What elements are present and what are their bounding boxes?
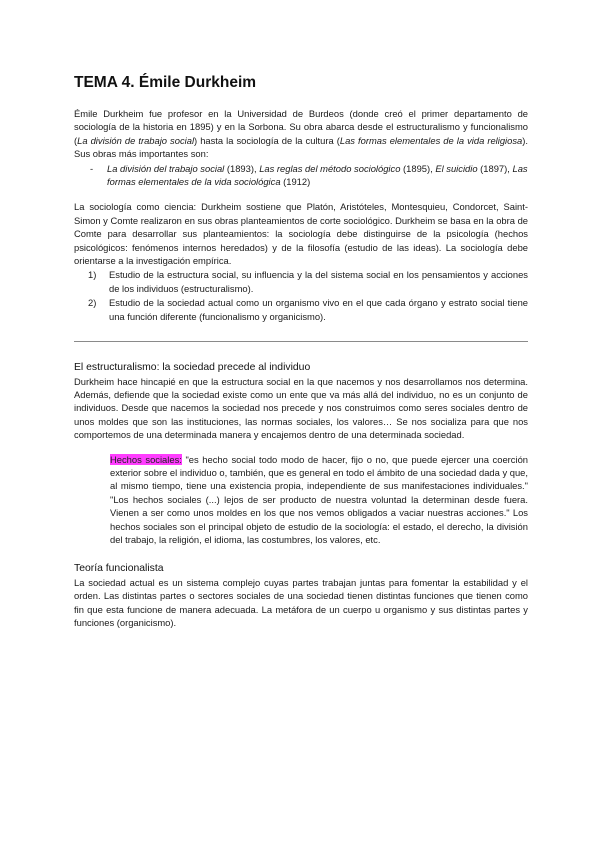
section-divider [74, 341, 528, 342]
works-list-item [107, 162, 528, 189]
intro-paragraph [74, 107, 528, 161]
works-list [74, 162, 528, 189]
list-item-text: Estudio de la sociedad actual como un organismo vivo en el que cada órgano y estrato social tiene una función diferente (funcionalismo y organicismo). [109, 297, 528, 322]
intro-work-b: Las formas elementales de la vida religiosa [339, 134, 523, 146]
list-number: 2) [88, 297, 97, 309]
quote-text: "es hecho social todo modo de hacer, fijo o no, que puede ejercer una coerción exterior sobre el individuo o, también, que es general en todo el ámbito de una sociedad dada y que, al mismo tiempo, tiene una existencia propia, independiente de sus manifestaciones individuales." "Los hechos sociales (...) lejos de ser producto de nuestra voluntad la determinan desde fuera. Vienen a ser como unos moldes en los que nos vemos obligados a vaciar nuestras acciones." Los hechos sociales son el principal objeto de estudio de la sociología: el estado, el derecho, la división del trabajo, la religión, el idioma, las costumbres, los valores, etc. [110, 453, 528, 545]
structuralism-heading: El estructuralismo: la sociedad precede al individuo [74, 362, 311, 374]
work-year-3: (1897), [477, 162, 513, 174]
list-item [88, 268, 528, 295]
intro-work-a: La división de trabajo social [77, 134, 195, 146]
structuralism-section [74, 361, 528, 546]
list-number: 1) [88, 269, 97, 281]
structuralism-paragraph: Durkheim hace hincapié en que la estructura social en la que nacemos y nos desarrollamos nos determina. Además, defiende que la sociedad existe como un ente que va más allá del individuo, no es un conjunto de individuos. Desde que nacemos la sociedad nos precede y nos construimos como seres sociales dentro de unos moldes que son las instituciones, las normas sociales, los valores… Se nos socializa para que nos comportemos de una determinada manera y encajemos dentro de una determinada sociedad. [74, 375, 528, 441]
intro-text-3: ). Sus obras más importantes son: [74, 134, 528, 160]
functionalism-paragraph: La sociedad actual es un sistema complejo cuyas partes trabajan juntas para fomentar la estabilidad y el orden. Las distintas partes o sectores sociales de una sociedad tienen distintas funciones que tienen como fin que esta funcione de manera adecuada. La metáfora de un cuerpo u organismo y sus distintas partes y funciones (organicismo). [74, 576, 528, 628]
intro-text-2: ) hasta la sociología de la cultura ( [194, 134, 340, 146]
work-year-4: (1912) [280, 176, 311, 188]
work-title-2: Las reglas del método sociológico [259, 162, 401, 174]
work-title-1: La división del trabajo social [107, 162, 225, 174]
highlighted-term: Hechos sociales: [110, 453, 182, 465]
functionalism-section [74, 562, 528, 629]
work-year-2: (1895), [400, 162, 436, 174]
list-item [88, 296, 528, 323]
functionalism-heading: Teoría funcionalista [74, 563, 164, 575]
social-facts-quote [110, 453, 528, 547]
work-title-4: Las formas elementales de la vida sociológica [107, 162, 528, 188]
science-section [74, 200, 528, 323]
quote-paragraph [110, 453, 528, 547]
work-year-1: (1893), [224, 162, 260, 174]
science-paragraph: La sociología como ciencia: Durkheim sostiene que Platón, Aristóteles, Montesquieu, Condorcet, Saint-Simon y Comte realizaron en sus obras planteamientos de corte sociológico. Durkheim se basa en la obra de Comte para desarrollar sus planteamientos: la sociología debe distinguirse de la psicología (hechos psicológicos: fenómenos internos heredados) y de la filosofía (estudio de las ideas). La sociología debe orientarse a la investigación empírica. [74, 201, 528, 267]
intro-text-1: Émile Durkheim fue profesor en la Universidad de Burdeos (donde creó el primer departamento de sociología de la historia en 1895) y en la Sorbona. Su obra abarca desde el estructuralismo y funcionalismo ( [74, 108, 528, 146]
page-title: TEMA 4. Émile Durkheim [74, 74, 257, 91]
list-item-text: Estudio de la estructura social, su influencia y la del sistema social en los pensamientos y acciones de los individuos (estructuralismo). [109, 269, 528, 294]
work-title-3: El suicidio [435, 162, 478, 174]
science-numbered-list [74, 268, 528, 323]
